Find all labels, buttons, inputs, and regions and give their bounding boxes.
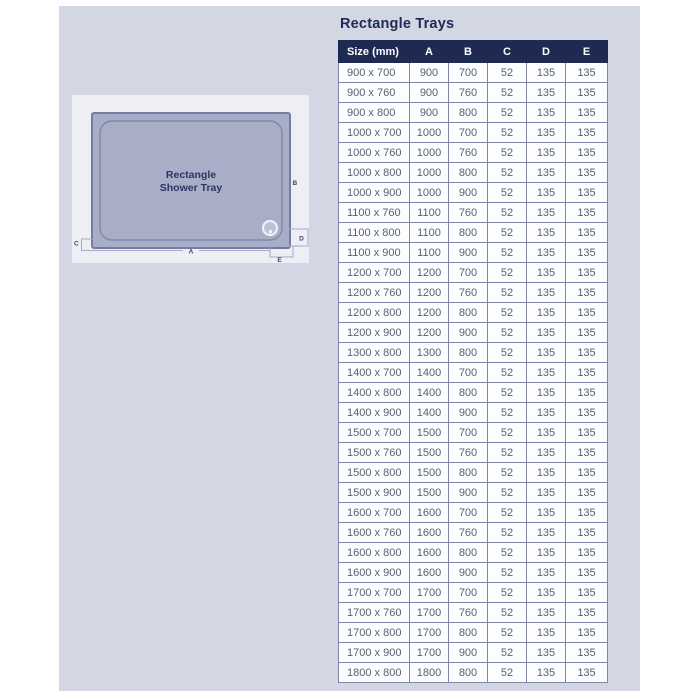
cell-c: 52 [488,303,527,323]
cell-c: 52 [488,443,527,463]
cell-a: 1700 [410,603,449,623]
table-row [339,183,608,203]
cell-d: 135 [527,303,566,323]
table-row [339,143,608,163]
cell-size: 1500 x 700 [339,423,410,443]
cell-c: 52 [488,623,527,643]
cell-a: 1400 [410,363,449,383]
cell-b: 800 [449,383,488,403]
cell-c: 52 [488,523,527,543]
cell-d: 135 [527,583,566,603]
cell-a: 1800 [410,663,449,683]
column-header-size: Size (mm) [339,41,410,63]
cell-e: 135 [566,663,608,683]
cell-d: 135 [527,143,566,163]
cell-size: 1300 x 800 [339,343,410,363]
cell-size: 1700 x 900 [339,643,410,663]
cell-b: 800 [449,343,488,363]
cell-a: 900 [410,103,449,123]
cell-e: 135 [566,383,608,403]
table-header-row [339,41,608,63]
dim-label-e: E [277,257,282,263]
cell-d: 135 [527,223,566,243]
cell-e: 135 [566,203,608,223]
cell-e: 135 [566,603,608,623]
cell-e: 135 [566,543,608,563]
cell-c: 52 [488,243,527,263]
cell-d: 135 [527,103,566,123]
cell-e: 135 [566,583,608,603]
cell-d: 135 [527,543,566,563]
cell-b: 700 [449,423,488,443]
cell-b: 700 [449,123,488,143]
cell-d: 135 [527,483,566,503]
table-row [339,223,608,243]
cell-c: 52 [488,163,527,183]
cell-d: 135 [527,83,566,103]
cell-a: 1600 [410,523,449,543]
cell-a: 1700 [410,623,449,643]
table-row [339,603,608,623]
cell-a: 1100 [410,223,449,243]
cell-size: 1000 x 900 [339,183,410,203]
cell-c: 52 [488,143,527,163]
cell-size: 1200 x 700 [339,263,410,283]
table-row [339,203,608,223]
cell-d: 135 [527,503,566,523]
cell-size: 1700 x 760 [339,603,410,623]
cell-c: 52 [488,343,527,363]
table-row [339,303,608,323]
cell-size: 1100 x 760 [339,203,410,223]
cell-e: 135 [566,323,608,343]
dim-label-a: A [188,248,194,256]
cell-d: 135 [527,563,566,583]
cell-c: 52 [488,483,527,503]
table-row [339,543,608,563]
cell-e: 135 [566,463,608,483]
cell-a: 1100 [410,203,449,223]
cell-a: 1200 [410,283,449,303]
cell-b: 800 [449,163,488,183]
cell-c: 52 [488,463,527,483]
cell-c: 52 [488,583,527,603]
page-title: Rectangle Trays [340,16,455,32]
table-row [339,523,608,543]
cell-c: 52 [488,263,527,283]
cell-b: 800 [449,103,488,123]
cell-d: 135 [527,243,566,263]
cell-c: 52 [488,503,527,523]
cell-e: 135 [566,183,608,203]
cell-e: 135 [566,403,608,423]
cell-size: 1800 x 800 [339,663,410,683]
dim-label-b: B [292,180,298,187]
table-row [339,163,608,183]
cell-size: 1100 x 900 [339,243,410,263]
cell-b: 760 [449,143,488,163]
shower-tray-diagram [72,95,309,263]
cell-d: 135 [527,523,566,543]
cell-c: 52 [488,323,527,343]
cell-b: 700 [449,363,488,383]
cell-a: 1400 [410,383,449,403]
table-row [339,343,608,363]
cell-size: 1500 x 800 [339,463,410,483]
cell-b: 900 [449,323,488,343]
cell-size: 1600 x 900 [339,563,410,583]
tray-label-line2: Shower Tray [159,182,223,194]
cell-c: 52 [488,223,527,243]
content-panel [59,6,640,691]
dim-label-d: D [299,235,304,243]
cell-e: 135 [566,423,608,443]
cell-a: 1700 [410,643,449,663]
cell-a: 900 [410,63,449,83]
cell-a: 1000 [410,123,449,143]
column-header-d: D [527,41,566,63]
cell-e: 135 [566,163,608,183]
cell-c: 52 [488,363,527,383]
cell-a: 1500 [410,423,449,443]
cell-size: 1500 x 900 [339,483,410,503]
cell-e: 135 [566,83,608,103]
cell-a: 1600 [410,543,449,563]
cell-c: 52 [488,283,527,303]
cell-b: 760 [449,283,488,303]
cell-size: 1400 x 800 [339,383,410,403]
table-row [339,463,608,483]
dim-label-c: C [74,240,79,248]
cell-size: 1600 x 700 [339,503,410,523]
cell-c: 52 [488,383,527,403]
cell-c: 52 [488,643,527,663]
cell-b: 800 [449,463,488,483]
cell-d: 135 [527,323,566,343]
table-row [339,403,608,423]
cell-e: 135 [566,123,608,143]
cell-d: 135 [527,663,566,683]
cell-a: 1600 [410,563,449,583]
cell-e: 135 [566,103,608,123]
table-row [339,483,608,503]
cell-a: 1600 [410,503,449,523]
cell-d: 135 [527,643,566,663]
cell-a: 1200 [410,263,449,283]
cell-size: 1000 x 760 [339,143,410,163]
cell-e: 135 [566,483,608,503]
cell-e: 135 [566,303,608,323]
cell-a: 1100 [410,243,449,263]
cell-size: 1000 x 800 [339,163,410,183]
cell-c: 52 [488,663,527,683]
cell-e: 135 [566,643,608,663]
cell-a: 1400 [410,403,449,423]
table-row [339,103,608,123]
column-header-e: E [566,41,608,63]
cell-b: 900 [449,643,488,663]
cell-size: 1200 x 900 [339,323,410,343]
cell-e: 135 [566,263,608,283]
cell-d: 135 [527,263,566,283]
cell-d: 135 [527,163,566,183]
cell-e: 135 [566,563,608,583]
cell-d: 135 [527,283,566,303]
cell-b: 800 [449,663,488,683]
cell-c: 52 [488,563,527,583]
table-body [339,63,608,683]
cell-c: 52 [488,83,527,103]
cell-c: 52 [488,543,527,563]
cell-c: 52 [488,103,527,123]
table-row [339,643,608,663]
table-row [339,263,608,283]
cell-e: 135 [566,503,608,523]
cell-c: 52 [488,423,527,443]
cell-size: 1600 x 800 [339,543,410,563]
table-row [339,83,608,103]
cell-c: 52 [488,603,527,623]
diagram-panel [72,95,309,263]
table-row [339,583,608,603]
cell-d: 135 [527,623,566,643]
cell-d: 135 [527,343,566,363]
table-row [339,123,608,143]
table-row [339,323,608,343]
cell-c: 52 [488,203,527,223]
cell-size: 1700 x 800 [339,623,410,643]
cell-e: 135 [566,283,608,303]
cell-d: 135 [527,443,566,463]
cell-c: 52 [488,123,527,143]
cell-a: 1200 [410,303,449,323]
cell-b: 700 [449,263,488,283]
cell-b: 900 [449,563,488,583]
table-row [339,623,608,643]
cell-e: 135 [566,363,608,383]
cell-size: 1200 x 800 [339,303,410,323]
cell-a: 1500 [410,463,449,483]
cell-b: 800 [449,623,488,643]
cell-size: 1700 x 700 [339,583,410,603]
table-row [339,63,608,83]
table-row [339,363,608,383]
cell-a: 1500 [410,483,449,503]
cell-d: 135 [527,123,566,143]
cell-a: 1300 [410,343,449,363]
waste-drain-notch-icon [269,230,272,233]
cell-b: 760 [449,203,488,223]
table-row [339,243,608,263]
cell-d: 135 [527,463,566,483]
cell-size: 900 x 760 [339,83,410,103]
cell-d: 135 [527,63,566,83]
cell-a: 1700 [410,583,449,603]
cell-size: 900 x 800 [339,103,410,123]
cell-e: 135 [566,143,608,163]
cell-c: 52 [488,183,527,203]
cell-c: 52 [488,63,527,83]
cell-b: 800 [449,223,488,243]
cell-e: 135 [566,443,608,463]
table-row [339,423,608,443]
cell-e: 135 [566,623,608,643]
cell-e: 135 [566,243,608,263]
cell-a: 1500 [410,443,449,463]
cell-d: 135 [527,403,566,423]
cell-d: 135 [527,183,566,203]
cell-size: 1500 x 760 [339,443,410,463]
cell-a: 1000 [410,183,449,203]
cell-b: 700 [449,63,488,83]
cell-b: 800 [449,543,488,563]
cell-size: 1200 x 760 [339,283,410,303]
cell-e: 135 [566,63,608,83]
cell-size: 1400 x 700 [339,363,410,383]
cell-b: 800 [449,303,488,323]
table-row [339,663,608,683]
cell-e: 135 [566,223,608,243]
cell-d: 135 [527,603,566,623]
spec-table [338,40,608,683]
cell-a: 1200 [410,323,449,343]
column-header-b: B [449,41,488,63]
column-header-c: C [488,41,527,63]
cell-b: 700 [449,583,488,603]
cell-a: 1000 [410,163,449,183]
cell-size: 1600 x 760 [339,523,410,543]
cell-b: 760 [449,83,488,103]
cell-a: 900 [410,83,449,103]
cell-c: 52 [488,403,527,423]
cell-size: 900 x 700 [339,63,410,83]
cell-b: 900 [449,483,488,503]
column-header-a: A [410,41,449,63]
table-row [339,443,608,463]
cell-size: 1100 x 800 [339,223,410,243]
cell-b: 760 [449,443,488,463]
cell-a: 1000 [410,143,449,163]
cell-b: 900 [449,183,488,203]
cell-e: 135 [566,343,608,363]
cell-b: 900 [449,243,488,263]
table-row [339,283,608,303]
table-row [339,383,608,403]
cell-size: 1000 x 700 [339,123,410,143]
cell-d: 135 [527,423,566,443]
cell-b: 900 [449,403,488,423]
cell-d: 135 [527,363,566,383]
cell-b: 760 [449,603,488,623]
cell-e: 135 [566,523,608,543]
tray-label-line1: Rectangle [165,169,217,181]
cell-d: 135 [527,203,566,223]
cell-d: 135 [527,383,566,403]
table-row [339,503,608,523]
cell-size: 1400 x 900 [339,403,410,423]
cell-b: 700 [449,503,488,523]
table-row [339,563,608,583]
cell-b: 760 [449,523,488,543]
